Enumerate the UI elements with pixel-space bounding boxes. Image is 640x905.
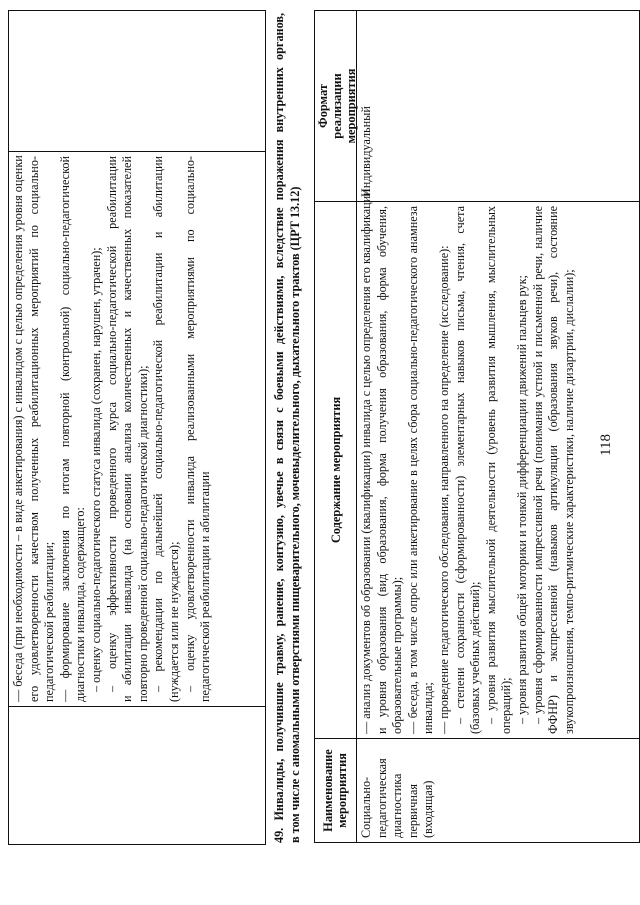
content-line: педагогической реабилитации и абилитации [198,471,213,702]
measure-name-line: диагностика [390,773,405,838]
continuation-name-cell [9,706,265,844]
continuation-table [8,10,266,845]
content-line: диагностики инвалида, содержащего: [73,507,88,702]
measures-table [314,10,640,843]
header-format: Формат реализации мероприятия [316,68,358,144]
content-line: педагогической реабилитации; [42,541,57,702]
content-line: – уровня сформированности импрессивной речи (понимания устной и письменной речи, наличие [530,206,545,724]
content-line: – уровня развития мыслительной деятельности (уровень развития мышления, мыслительных [483,206,498,724]
table-header-row [315,11,357,842]
measure-name-cell [357,738,639,842]
header-name: Наименование мероприятия [315,738,356,842]
content-line: повторно проведенной социально-педагогической диагностики); [135,365,150,702]
continuation-content-cell [9,151,265,706]
content-line: (базовых учебных действий); [468,581,483,734]
measure-format-cell [357,11,639,201]
measure-content-cell [357,189,639,738]
content-line: — анализ документов об образовании (квалификации) инвалида с целью определения его квалификации [359,189,373,734]
measure-format-value: Индивидуальный [359,106,373,197]
section-heading [272,13,303,843]
content-line: — проведение педагогического обследования, направленного на определение (исследование): [436,245,451,734]
content-line: — беседа (при необходимости – в виде анкетирования) с инвалидом с целью определения уровня оценки [11,155,25,702]
content-line: операций); [499,677,514,734]
section-heading-line: в том числе с аномальными отверстиями пищеварительного, мочевыделительного, дыхательного трактов (ЦРТ 13.12) [287,186,302,843]
measure-name-line: первичная [405,784,420,838]
page-number: 118 [598,434,614,456]
content-line: инвалида; [421,682,436,734]
content-line: — беседа, в том числе опрос или анкетирование в целях сбора социально-педагогического анамнеза [405,206,420,734]
section-heading-line: 49. Инвалиды, получившие травму, ранение, контузию, увечье в связи с боевыми действиями, вследствие поражения внутренних органов, [272,13,286,843]
measure-name-line: Социально- [359,776,373,838]
content-line: (нуждается или не нуждается); [166,541,181,702]
content-line: – оценку социально-педагогического статуса инвалида (сохранен, нарушен, утрачен); [88,247,103,692]
continuation-format-cell [9,11,265,151]
content-line: — формирование заключения по итогам повторной (контрольной) социально-педагогической [57,156,72,702]
content-line: ФФНР) и экспрессивной (навыков артикуляции (образования звуков речи), состояние [546,206,561,734]
content-line: – рекомендации по дальнейшей социально-педагогической реабилитации и абилитации [151,156,166,692]
header-content: Содержание мероприятия [315,201,356,738]
content-line: – оценку эффективности проведенного курса социально-педагогической реабилитации [104,156,119,692]
measure-name-line: (входящая) [421,780,436,838]
content-line: его удовлетворенности качеством полученных реабилитационных мероприятий по социально- [26,156,41,702]
content-line: – оценку удовлетворенности инвалида реализованными мероприятиями по социально- [182,156,197,692]
content-line: звукопроизношения, темпо-ритмические характеристики, наличие дизартрии, дислалии); [561,269,576,734]
table-row [357,11,639,842]
content-line: образовательные программы); [390,576,405,734]
content-line: и уровня образования (вид образования, форма получения образования, форма обучения, [374,206,389,734]
measure-name-line: педагогическая [374,758,389,838]
content-line: – уровня развития общей моторики и тонкой дифференциации движений пальцев рук; [514,275,529,724]
content-line: – степени сохранности (сформированности) элементарных навыков письма, чтения, счета [452,206,467,724]
content-line: и абилитации инвалида (на основании анализа количественных и качественных показателей [120,156,135,702]
